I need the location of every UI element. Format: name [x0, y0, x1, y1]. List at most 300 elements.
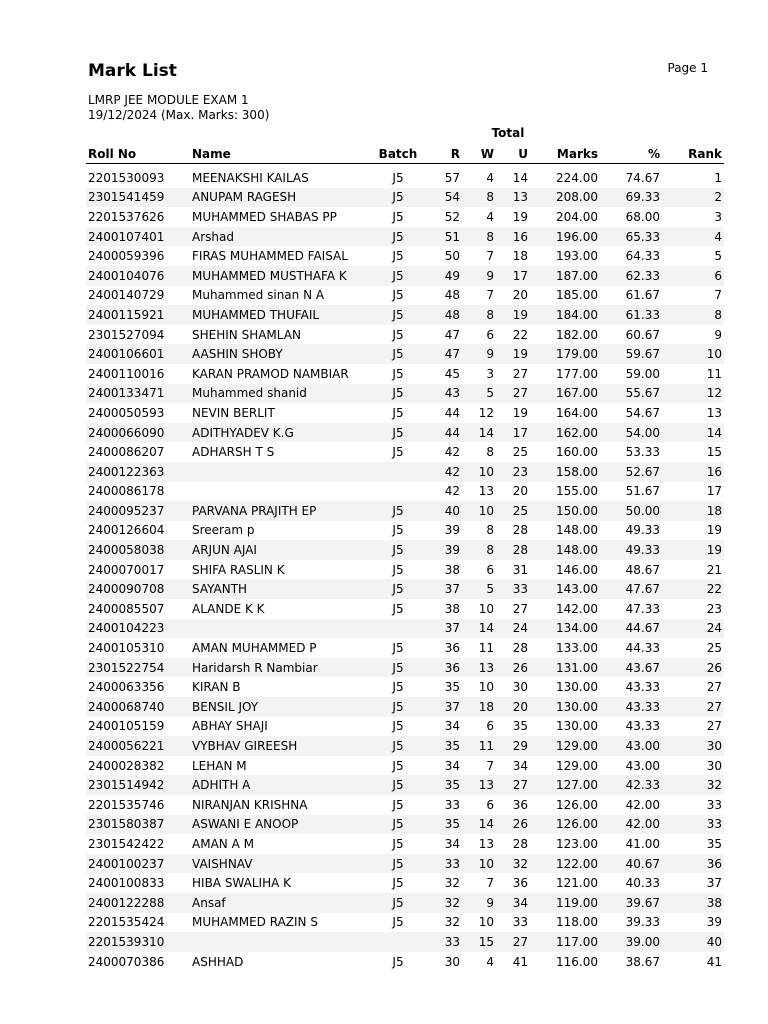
unattempted-count-cell: 20 — [496, 697, 530, 717]
batch-cell: J5 — [392, 719, 404, 734]
table-header-row — [86, 145, 724, 164]
right-count-cell: 44 — [444, 405, 460, 420]
batch-cell: J5 — [392, 641, 404, 656]
name-cell: LEHAN M — [192, 758, 247, 773]
percent-cell: 43.33 — [625, 680, 660, 695]
batch-cell: J5 — [374, 658, 422, 678]
right-count-cell: 37 — [422, 579, 462, 599]
batch-cell: J5 — [374, 501, 422, 521]
column-header-batch: Batch — [374, 145, 422, 164]
table-row — [86, 952, 724, 972]
unattempted-count-cell: 30 — [512, 680, 528, 695]
name-cell: SHIFA RASLIN K — [192, 562, 285, 577]
roll-no-cell: 2400122288 — [86, 893, 190, 913]
name-cell — [190, 932, 374, 952]
wrong-count-cell: 7 — [486, 876, 494, 891]
marks-cell: 204.00 — [556, 209, 598, 224]
page-title: Mark List — [88, 61, 177, 81]
batch-cell: J5 — [374, 384, 422, 404]
marks-cell: 129.00 — [556, 758, 598, 773]
roll-no-cell: 2301580387 — [86, 815, 190, 835]
marks-cell: 150.00 — [530, 501, 600, 521]
batch-cell: J5 — [374, 815, 422, 835]
batch-cell: J5 — [374, 344, 422, 364]
rank-cell: 41 — [706, 954, 722, 969]
rank-cell: 12 — [662, 384, 724, 404]
percent-cell: 49.33 — [625, 523, 660, 538]
right-count-cell: 33 — [422, 854, 462, 874]
roll-no-cell: 2400058038 — [86, 540, 190, 560]
rank-cell: 1 — [714, 170, 722, 185]
unattempted-count-cell: 17 — [496, 266, 530, 286]
name-cell: ADHARSH T S — [192, 445, 275, 460]
percent-cell: 60.67 — [625, 327, 660, 342]
name-cell: MEENAKSHI KAILAS — [192, 170, 309, 185]
name-cell: ADHITH A — [190, 775, 374, 795]
table-row — [86, 932, 724, 952]
right-count-cell: 37 — [422, 697, 462, 717]
batch-cell: J5 — [392, 209, 404, 224]
wrong-count-cell: 10 — [462, 854, 496, 874]
rank-cell: 9 — [714, 327, 722, 342]
right-count-cell: 45 — [444, 366, 460, 381]
right-count-cell: 48 — [444, 288, 460, 303]
roll-no-cell: 2301514942 — [86, 775, 190, 795]
unattempted-count-cell: 29 — [496, 736, 530, 756]
rank-cell: 21 — [706, 562, 722, 577]
mark-list-table — [86, 145, 724, 971]
batch-cell: J5 — [392, 170, 404, 185]
marks-cell: 126.00 — [556, 797, 598, 812]
unattempted-count-cell: 33 — [512, 915, 528, 930]
right-count-cell: 35 — [422, 775, 462, 795]
right-count-cell: 40 — [422, 501, 462, 521]
batch-cell: J5 — [392, 836, 404, 851]
unattempted-count-cell: 17 — [496, 423, 530, 443]
wrong-count-cell: 8 — [462, 540, 496, 560]
marks-cell: 134.00 — [530, 619, 600, 639]
batch-cell: J5 — [374, 227, 422, 247]
rank-cell: 13 — [706, 405, 722, 420]
rank-cell: 16 — [662, 462, 724, 482]
name-cell: MUHAMMED SHABAS PP — [192, 209, 337, 224]
table-row — [86, 913, 724, 933]
unattempted-count-cell: 23 — [496, 462, 530, 482]
name-cell: AASHIN SHOBY — [190, 344, 374, 364]
batch-cell: J5 — [392, 797, 404, 812]
percent-cell: 47.33 — [625, 601, 660, 616]
percent-cell: 69.33 — [600, 188, 662, 208]
percent-cell: 42.00 — [625, 797, 660, 812]
rank-cell: 27 — [706, 719, 722, 734]
column-header-name: Name — [190, 145, 374, 164]
batch-cell: J5 — [374, 579, 422, 599]
name-cell: AMAN MUHAMMED P — [192, 641, 317, 656]
right-count-cell: 42 — [444, 484, 460, 499]
unattempted-count-cell: 27 — [512, 601, 528, 616]
table-row — [86, 325, 724, 345]
right-count-cell: 36 — [444, 641, 460, 656]
wrong-count-cell: 12 — [478, 405, 494, 420]
right-count-cell: 47 — [444, 327, 460, 342]
roll-no-cell: 2400106601 — [86, 344, 190, 364]
rank-cell: 27 — [662, 697, 724, 717]
batch-cell: J5 — [392, 758, 404, 773]
table-row — [86, 540, 724, 560]
percent-cell: 44.67 — [600, 619, 662, 639]
batch-cell: J5 — [374, 854, 422, 874]
unattempted-count-cell: 19 — [496, 305, 530, 325]
batch-cell: J5 — [392, 915, 404, 930]
wrong-count-cell: 10 — [478, 680, 494, 695]
marks-cell: 116.00 — [556, 954, 598, 969]
name-cell: VYBHAV GIREESH — [190, 736, 374, 756]
rank-cell: 14 — [662, 423, 724, 443]
rank-cell: 7 — [714, 288, 722, 303]
roll-no-cell: 2201535424 — [88, 915, 165, 930]
batch-cell: J5 — [392, 366, 404, 381]
right-count-cell: 30 — [444, 954, 460, 969]
right-count-cell: 39 — [444, 523, 460, 538]
wrong-count-cell: 6 — [486, 719, 494, 734]
rank-cell: 27 — [706, 680, 722, 695]
right-count-cell: 35 — [422, 736, 462, 756]
percent-cell: 54.00 — [600, 423, 662, 443]
roll-no-cell: 2301542422 — [88, 836, 165, 851]
name-cell: KARAN PRAMOD NAMBIAR — [192, 366, 349, 381]
batch-cell: J5 — [392, 876, 404, 891]
table-row — [86, 560, 724, 580]
roll-no-cell: 2400066090 — [86, 423, 190, 443]
exam-date-line: 19/12/2024 (Max. Marks: 300) — [88, 108, 270, 122]
roll-no-cell: 2400070386 — [88, 954, 165, 969]
batch-cell: J5 — [392, 249, 404, 264]
marks-cell: 196.00 — [530, 227, 600, 247]
rank-cell: 18 — [662, 501, 724, 521]
name-cell — [190, 482, 374, 502]
right-count-cell: 48 — [422, 305, 462, 325]
right-count-cell: 34 — [444, 719, 460, 734]
roll-no-cell: 2400100237 — [86, 854, 190, 874]
marks-cell: 130.00 — [530, 697, 600, 717]
column-header-unattempted: U — [496, 145, 530, 164]
wrong-count-cell: 10 — [478, 601, 494, 616]
wrong-count-cell: 13 — [478, 836, 494, 851]
percent-cell: 41.00 — [625, 836, 660, 851]
marks-cell: 155.00 — [556, 484, 598, 499]
marks-cell: 162.00 — [530, 423, 600, 443]
table-row — [86, 756, 724, 776]
wrong-count-cell: 13 — [462, 775, 496, 795]
unattempted-count-cell: 22 — [512, 327, 528, 342]
unattempted-count-cell: 18 — [512, 249, 528, 264]
percent-cell: 62.33 — [600, 266, 662, 286]
rank-cell: 37 — [706, 876, 722, 891]
marks-cell: 187.00 — [530, 266, 600, 286]
column-header-roll: Roll No — [86, 145, 190, 164]
roll-no-cell: 2400086207 — [88, 445, 165, 460]
wrong-count-cell: 8 — [486, 523, 494, 538]
unattempted-count-cell: 26 — [496, 658, 530, 678]
marks-cell: 208.00 — [530, 188, 600, 208]
column-header-wrong: W — [462, 145, 496, 164]
percent-cell: 59.00 — [625, 366, 660, 381]
right-count-cell: 42 — [444, 445, 460, 460]
batch-cell — [374, 482, 422, 502]
unattempted-count-cell: 36 — [512, 876, 528, 891]
rank-cell: 19 — [706, 523, 722, 538]
roll-no-cell: 2400059396 — [88, 249, 165, 264]
batch-cell: J5 — [392, 680, 404, 695]
rank-cell: 36 — [662, 854, 724, 874]
marks-cell: 179.00 — [530, 344, 600, 364]
roll-no-cell: 2400104223 — [86, 619, 190, 639]
right-count-cell: 38 — [444, 601, 460, 616]
unattempted-count-cell: 41 — [512, 954, 528, 969]
batch-cell: J5 — [392, 601, 404, 616]
roll-no-cell: 2301527094 — [88, 327, 165, 342]
rank-cell: 38 — [662, 893, 724, 913]
rank-cell: 40 — [662, 932, 724, 952]
name-cell: HIBA SWALIHA K — [192, 876, 291, 891]
rank-cell: 3 — [714, 209, 722, 224]
name-cell: Arshad — [190, 227, 374, 247]
unattempted-count-cell: 27 — [512, 366, 528, 381]
batch-cell: J5 — [374, 266, 422, 286]
column-header-right: R — [422, 145, 462, 164]
roll-no-cell: 2400105159 — [88, 719, 165, 734]
unattempted-count-cell: 16 — [496, 227, 530, 247]
table-row — [86, 227, 724, 247]
rank-cell: 32 — [662, 775, 724, 795]
percent-cell: 42.33 — [600, 775, 662, 795]
roll-no-cell: 2400140729 — [88, 288, 165, 303]
wrong-count-cell: 4 — [486, 170, 494, 185]
wrong-count-cell: 15 — [462, 932, 496, 952]
unattempted-count-cell: 34 — [512, 758, 528, 773]
marks-cell: 127.00 — [530, 775, 600, 795]
name-cell: FIRAS MUHAMMED FAISAL — [192, 249, 348, 264]
unattempted-count-cell: 34 — [496, 893, 530, 913]
name-cell: MUHAMMED THUFAIL — [190, 305, 374, 325]
roll-no-cell: 2201537626 — [88, 209, 165, 224]
name-cell: Muhammed shanid — [190, 384, 374, 404]
name-cell: Ansaf — [190, 893, 374, 913]
roll-no-cell: 2400104076 — [86, 266, 190, 286]
right-count-cell: 38 — [444, 562, 460, 577]
name-cell: MUHAMMED RAZIN S — [192, 915, 318, 930]
marks-cell: 123.00 — [556, 836, 598, 851]
unattempted-count-cell: 14 — [512, 170, 528, 185]
table-row — [86, 246, 724, 266]
table-row — [86, 462, 724, 482]
percent-cell: 47.67 — [600, 579, 662, 599]
batch-cell — [374, 462, 422, 482]
unattempted-count-cell: 36 — [512, 797, 528, 812]
wrong-count-cell: 14 — [462, 815, 496, 835]
marks-cell: 129.00 — [530, 736, 600, 756]
unattempted-count-cell: 33 — [496, 579, 530, 599]
marks-cell: 146.00 — [556, 562, 598, 577]
roll-no-cell: 2400100833 — [88, 876, 165, 891]
wrong-count-cell: 14 — [462, 619, 496, 639]
rank-cell: 33 — [662, 815, 724, 835]
unattempted-count-cell: 35 — [512, 719, 528, 734]
right-count-cell: 54 — [422, 188, 462, 208]
wrong-count-cell: 13 — [478, 484, 494, 499]
name-cell: NEVIN BERLIT — [192, 405, 275, 420]
percent-cell: 43.33 — [600, 697, 662, 717]
percent-cell: 49.33 — [600, 540, 662, 560]
roll-no-cell: 2400107401 — [86, 227, 190, 247]
marks-cell: 193.00 — [556, 249, 598, 264]
percent-cell: 43.33 — [625, 719, 660, 734]
table-row — [86, 188, 724, 208]
table-row — [86, 834, 724, 854]
right-count-cell: 33 — [444, 797, 460, 812]
table-row — [86, 795, 724, 815]
right-count-cell: 37 — [422, 619, 462, 639]
name-cell: VAISHNAV — [190, 854, 374, 874]
unattempted-count-cell: 20 — [512, 288, 528, 303]
table-row — [86, 423, 724, 443]
table-row — [86, 677, 724, 697]
name-cell — [190, 462, 374, 482]
percent-cell: 50.00 — [600, 501, 662, 521]
table-row — [86, 893, 724, 913]
batch-cell: J5 — [374, 305, 422, 325]
percent-cell: 61.33 — [600, 305, 662, 325]
rank-cell: 4 — [662, 227, 724, 247]
unattempted-count-cell: 19 — [512, 209, 528, 224]
right-count-cell: 52 — [444, 209, 460, 224]
wrong-count-cell: 6 — [486, 327, 494, 342]
right-count-cell: 51 — [422, 227, 462, 247]
unattempted-count-cell: 32 — [496, 854, 530, 874]
right-count-cell: 50 — [444, 249, 460, 264]
right-count-cell: 35 — [422, 815, 462, 835]
rank-cell: 10 — [662, 344, 724, 364]
table-row — [86, 854, 724, 874]
percent-cell: 51.67 — [625, 484, 660, 499]
table-row — [86, 286, 724, 306]
percent-cell: 48.67 — [625, 562, 660, 577]
batch-cell — [374, 932, 422, 952]
wrong-count-cell: 7 — [486, 758, 494, 773]
name-cell: Haridarsh R Nambiar — [190, 658, 374, 678]
unattempted-count-cell: 28 — [496, 540, 530, 560]
name-cell: ASWANI E ANOOP — [190, 815, 374, 835]
marks-cell: 224.00 — [556, 170, 598, 185]
batch-cell: J5 — [374, 697, 422, 717]
right-count-cell: 39 — [422, 540, 462, 560]
roll-no-cell: 2201530093 — [88, 170, 165, 185]
table-row — [86, 736, 724, 756]
table-row — [86, 599, 724, 619]
unattempted-count-cell: 24 — [496, 619, 530, 639]
name-cell: Sreeram p — [192, 523, 255, 538]
right-count-cell: 34 — [444, 836, 460, 851]
percent-cell: 39.00 — [600, 932, 662, 952]
marks-cell: 118.00 — [556, 915, 598, 930]
rank-cell: 35 — [706, 836, 722, 851]
marks-cell: 131.00 — [530, 658, 600, 678]
wrong-count-cell: 9 — [462, 344, 496, 364]
marks-cell: 158.00 — [530, 462, 600, 482]
table-row — [86, 815, 724, 835]
batch-cell: J5 — [374, 423, 422, 443]
batch-cell: J5 — [392, 288, 404, 303]
percent-cell: 42.00 — [600, 815, 662, 835]
batch-cell: J5 — [374, 540, 422, 560]
batch-cell: J5 — [392, 405, 404, 420]
marks-cell: 130.00 — [556, 719, 598, 734]
roll-no-cell: 2201535746 — [88, 797, 165, 812]
unattempted-count-cell: 19 — [512, 405, 528, 420]
percent-cell: 55.67 — [600, 384, 662, 404]
unattempted-count-cell: 28 — [512, 836, 528, 851]
rank-cell: 8 — [662, 305, 724, 325]
wrong-count-cell: 7 — [486, 249, 494, 264]
column-header-marks: Marks — [530, 145, 600, 164]
unattempted-count-cell: 28 — [512, 641, 528, 656]
percent-cell: 40.67 — [600, 854, 662, 874]
table-body — [86, 164, 724, 972]
unattempted-count-cell: 27 — [496, 384, 530, 404]
name-cell: Muhammed sinan N A — [192, 288, 325, 303]
table-row — [86, 658, 724, 678]
table-row — [86, 164, 724, 188]
right-count-cell: 36 — [422, 658, 462, 678]
table-row — [86, 638, 724, 658]
percent-cell: 61.67 — [625, 288, 660, 303]
batch-cell: J5 — [374, 736, 422, 756]
right-count-cell: 32 — [444, 915, 460, 930]
table-row — [86, 266, 724, 286]
wrong-count-cell: 6 — [486, 797, 494, 812]
name-cell: BENSIL JOY — [190, 697, 374, 717]
right-count-cell: 47 — [422, 344, 462, 364]
rank-cell: 25 — [706, 641, 722, 656]
name-cell: ARJUN AJAI — [190, 540, 374, 560]
roll-no-cell: 2201539310 — [86, 932, 190, 952]
rank-cell: 24 — [662, 619, 724, 639]
table-row — [86, 501, 724, 521]
wrong-count-cell: 10 — [462, 501, 496, 521]
percent-cell: 52.67 — [600, 462, 662, 482]
wrong-count-cell: 8 — [462, 227, 496, 247]
right-count-cell: 44 — [422, 423, 462, 443]
name-cell: MUHAMMED MUSTHAFA K — [190, 266, 374, 286]
table-row — [86, 364, 724, 384]
roll-no-cell: 2400086178 — [88, 484, 165, 499]
roll-no-cell: 2400115921 — [86, 305, 190, 325]
marks-cell: 133.00 — [556, 641, 598, 656]
marks-cell: 160.00 — [556, 445, 598, 460]
roll-no-cell: 2400122363 — [86, 462, 190, 482]
roll-no-cell: 2400068740 — [86, 697, 190, 717]
percent-cell: 74.67 — [625, 170, 660, 185]
percent-cell: 65.33 — [600, 227, 662, 247]
name-cell: NIRANJAN KRISHNA — [192, 797, 308, 812]
unattempted-count-cell: 26 — [496, 815, 530, 835]
marks-cell: 185.00 — [556, 288, 598, 303]
table-row — [86, 619, 724, 639]
marks-cell: 148.00 — [556, 523, 598, 538]
wrong-count-cell: 8 — [486, 445, 494, 460]
batch-cell: J5 — [392, 954, 404, 969]
marks-cell: 119.00 — [530, 893, 600, 913]
